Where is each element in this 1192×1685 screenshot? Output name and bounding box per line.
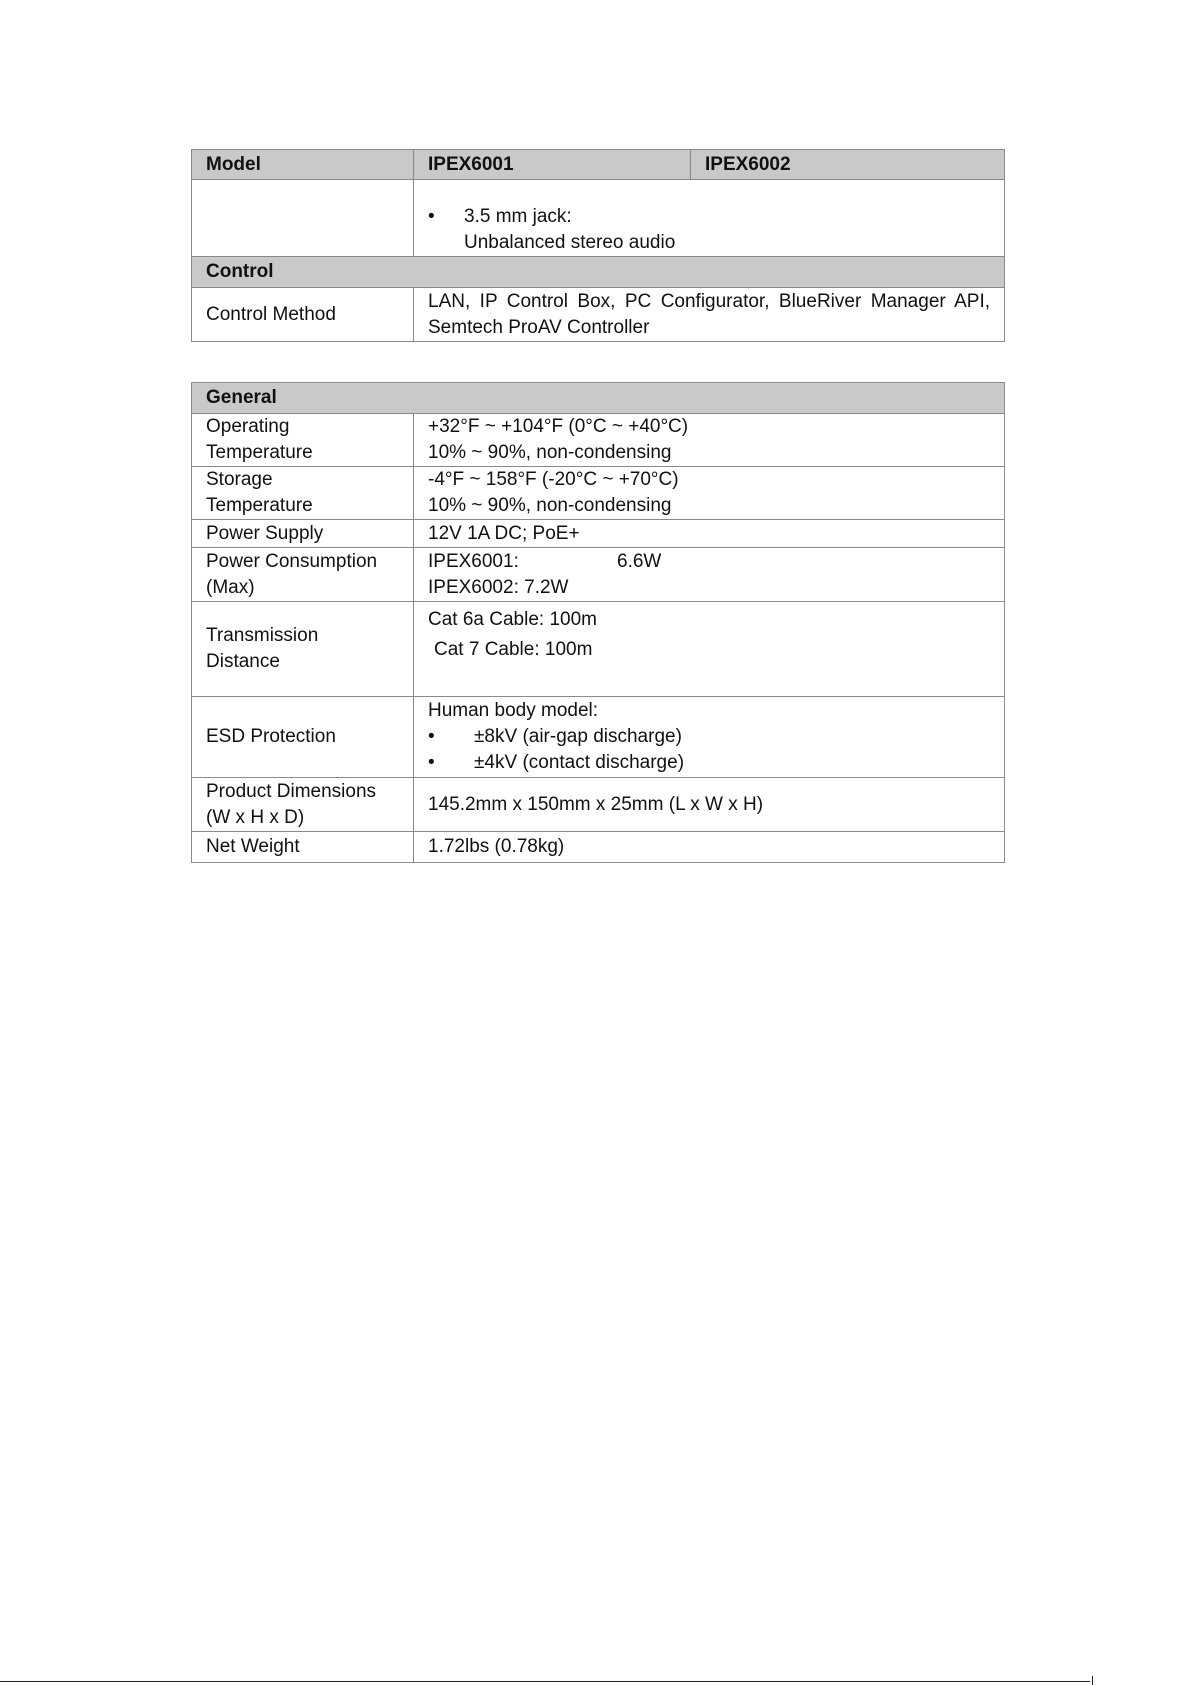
audio-row [192,180,1005,257]
audio-row-label [192,180,414,257]
esd-protection-value [414,697,1005,778]
control-section-row [192,257,1005,288]
control-method-label: Control Method [192,288,414,342]
operating-temperature-row [192,414,1005,467]
model-header-row [192,150,1005,180]
product-dimensions-value: 145.2mm x 150mm x 25mm (L x W x H) [414,778,1005,832]
esd-item-air-gap: • ±8kV (air-gap discharge) [428,724,990,750]
audio-row-value [414,180,1005,257]
general-section-row [192,383,1005,414]
net-weight-row [192,832,1005,863]
cat7-distance: Cat 7 Cable: 100m [434,639,593,660]
esd-intro: Human body model: [428,700,599,721]
footer-divider-tick [1092,1676,1093,1685]
footer-divider [0,1681,1090,1682]
transmission-distance-label: Transmission Distance [192,602,414,697]
operating-temperature-label: Operating Temperature [192,414,414,467]
audio-bullet-item [428,204,990,256]
product-dimensions-label: Product Dimensions (W x H x D) [192,778,414,832]
product-dimensions-row [192,778,1005,832]
control-method-row [192,288,1005,342]
esd-item-contact: • ±4kV (contact discharge) [428,750,990,776]
model-ipex6002-header: IPEX6002 [691,150,1005,180]
power-consumption-model-1: IPEX6001: [428,550,519,572]
power-consumption-label: Power Consumption (Max) [192,548,414,602]
power-supply-row [192,520,1005,548]
bullet-icon: • [428,752,435,773]
net-weight-label: Net Weight [192,832,414,863]
operating-temperature-value: +32°F ~ +104°F (0°C ~ +40°C) 10% ~ 90%, non-condensing [414,414,1005,467]
audio-type-line: Unbalanced stereo audio [464,232,676,253]
control-section-heading: Control [192,257,1005,288]
cat6a-distance: Cat 6a Cable: 100m [428,609,597,630]
storage-temperature-label: Storage Temperature [192,467,414,520]
general-section-heading: General [192,383,1005,414]
storage-temperature-value: -4°F ~ 158°F (-20°C ~ +70°C) 10% ~ 90%, non-condensing [414,467,1005,520]
storage-temperature-row [192,467,1005,520]
power-supply-value: 12V 1A DC; PoE+ [414,520,1005,548]
model-ipex6001-header: IPEX6001 [414,150,691,180]
spec-table-model-control [191,149,1005,342]
spec-table-general [191,382,1005,863]
power-supply-label: Power Supply [192,520,414,548]
transmission-distance-row [192,602,1005,697]
bullet-icon: • [428,726,435,747]
power-consumption-row [192,548,1005,602]
power-consumption-value-1: 6.6W [617,550,662,572]
bullet-icon: • [428,206,435,227]
control-method-value: LAN, IP Control Box, PC Configurator, BlueRiver Manager API, Semtech ProAV Controller [414,288,1005,342]
esd-protection-label: ESD Protection [192,697,414,778]
power-consumption-value [414,548,1005,602]
power-consumption-line-2: IPEX6002: 7.2W [428,576,569,598]
esd-protection-row [192,697,1005,778]
transmission-distance-value [414,602,1005,697]
model-header-label: Model [192,150,414,180]
audio-jack-line: 3.5 mm jack: [464,206,572,227]
net-weight-value: 1.72lbs (0.78kg) [414,832,1005,863]
